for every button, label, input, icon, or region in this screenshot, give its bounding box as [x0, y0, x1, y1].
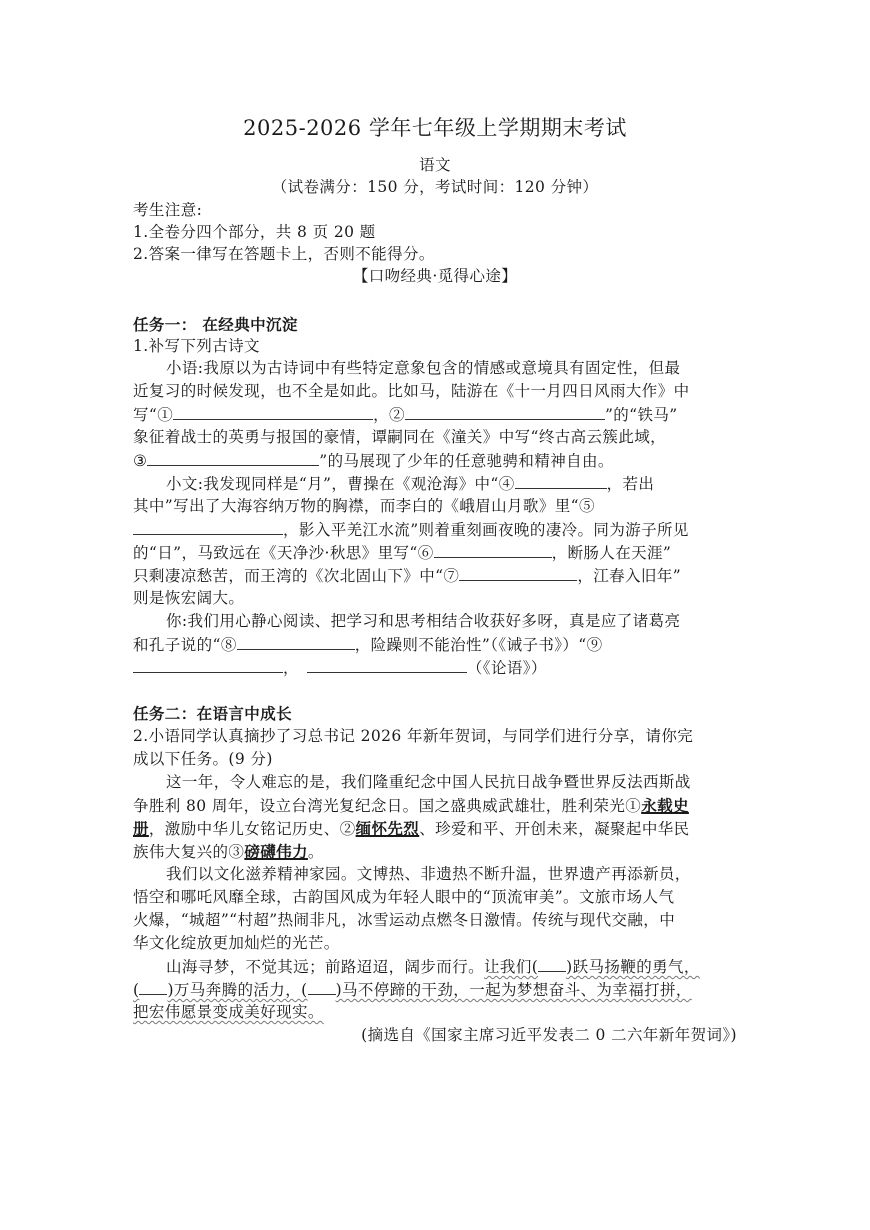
paragraph-line — [166, 473, 654, 495]
text: 。 — [307, 843, 324, 861]
underlined-word-3: 磅礴伟力 — [244, 842, 308, 861]
subject-label: 语文 — [419, 156, 451, 174]
text: ，险躁则不能治性”（《诫子书》）“⑨ — [354, 636, 603, 654]
answer-blank-3[interactable] — [147, 450, 319, 466]
source-citation: (摘选自《国家主席习近平发表二 0 二六年新年贺词》) — [361, 1026, 737, 1044]
text: ，② — [373, 406, 405, 424]
text: 的“日”，马致远在《天净沙·秋思》里写“⑥ — [133, 544, 434, 562]
text: ， — [283, 659, 299, 677]
paragraph-line — [133, 795, 689, 817]
paragraph-line: 小语:我原以为古诗词中有些特定意象包含的情感或意境具有固定性，但最 — [166, 359, 681, 377]
answer-blank-7[interactable] — [459, 565, 577, 581]
text: 、珍爱和平、开创未来，凝聚起中华民 — [419, 820, 690, 838]
notice-item-2: 2.答案一律写在答题卡上，否则不能得分。 — [133, 245, 435, 263]
wavy-sentence: 把宏伟愿景变成美好现实。 — [133, 1003, 324, 1021]
answer-blank-1[interactable] — [173, 404, 373, 420]
paragraph-line — [133, 818, 690, 840]
text: 只剩凄凉愁苦，而王湾的《次北固山下》中“⑦ — [133, 567, 460, 585]
text: 让我们( — [484, 958, 539, 976]
answer-blank-8[interactable] — [237, 634, 355, 650]
text: 和孔子说的“⑧ — [133, 636, 237, 654]
paragraph-line: 你:我们用心静心阅读、把学习和思考相结合收获好多呀，真是应了诸葛亮 — [166, 612, 681, 630]
task2-title: 任务二：在语言中成长 — [133, 704, 293, 723]
text: ，若出 — [606, 475, 655, 493]
answer-blank-6[interactable] — [434, 542, 552, 558]
task1-title: 任务一： 在经典中沉淀 — [133, 315, 298, 334]
paragraph-line: 近复习的时候发现，也不全是如此。比如马，陆游在《十一月四日风雨大作》中 — [133, 382, 690, 400]
paragraph-line: 则是恢宏阔大。 — [133, 589, 245, 607]
underlined-word-2: 缅怀先烈 — [355, 819, 420, 838]
text: ”的“铁马” — [604, 406, 678, 424]
paragraph-line: 象征着战士的英勇与报国的豪情，谭嗣同在《潼关》中写“终古高云簇此域， — [133, 428, 667, 446]
wavy-sentence — [133, 979, 692, 1001]
paragraph-line: 悟空和哪吒风靡全球，古韵国风成为年轻人眼中的“顶流审美”。文旅市场人气 — [133, 888, 675, 906]
wavy-sentence — [484, 958, 700, 976]
section-banner: 【口吻经典·觅得心途】 — [352, 267, 518, 285]
paragraph-line: 我们以文化滋养精神家园。文博热、非遗热不断升温，世界遗产再添新员， — [166, 865, 691, 883]
answer-paren-1[interactable] — [538, 956, 566, 972]
answer-blank-5[interactable] — [133, 519, 283, 535]
text: 写“① — [133, 406, 174, 424]
text: ”的马展现了少年的任意驰骋和精神自由。 — [319, 452, 614, 470]
text: )万马奔腾的活力，( — [167, 981, 308, 999]
text: )跃马扬鞭的勇气， — [566, 958, 700, 976]
text: ，影入平羌江水流”则着重刻画夜晚的凄冷。同为游子所见 — [283, 521, 689, 539]
question-2: 成以下任务。(9 分) — [133, 750, 273, 768]
paragraph-line — [133, 657, 547, 679]
paragraph-line: 华文化绽放更加灿烂的光芒。 — [133, 934, 340, 952]
question-1: 1.补写下列古诗文 — [133, 337, 260, 355]
paragraph-line: 火爆，“城超”“村超”热闹非凡，冰雪运动点燃冬日激情。传统与现代交融，中 — [133, 911, 676, 929]
paragraph-line — [133, 565, 681, 587]
answer-paren-2[interactable] — [139, 979, 167, 995]
paragraph-line — [133, 404, 678, 426]
paragraph-line — [133, 542, 671, 564]
text: )马不停蹄的干劲，一起为梦想奋斗、为幸福打拼， — [335, 981, 692, 999]
answer-paren-3[interactable] — [308, 979, 336, 995]
underlined-word-1: 永载史 — [641, 796, 689, 815]
text: 小文:我发现同样是“月”，曹操在《观沧海》中“④ — [166, 475, 515, 493]
answer-blank-9b[interactable] — [307, 657, 467, 673]
paragraph-line — [133, 634, 603, 656]
text: ，江春入旧年” — [577, 567, 682, 585]
text: ③ — [133, 452, 148, 470]
text: ，断肠人在天涯” — [551, 544, 672, 562]
exam-meta: （试卷满分：150 分，考试时间：120 分钟） — [271, 178, 599, 196]
answer-blank-9a[interactable] — [133, 657, 283, 673]
paragraph-line — [133, 450, 614, 472]
text: 山海寻梦，不觉其远；前路迢迢，阔步而行。 — [166, 958, 485, 976]
exam-title: 2025-2026 学年七年级上学期期末考试 — [243, 116, 627, 140]
paragraph-line — [133, 519, 689, 541]
answer-blank-2[interactable] — [405, 404, 605, 420]
notice-item-1: 1.全卷分四个部分，共 8 页 20 题 — [133, 223, 376, 241]
question-2: 2.小语同学认真摘抄了习总书记 2026 年新年贺词，与同学们进行分享，请你完 — [133, 727, 694, 745]
paragraph-line — [166, 956, 700, 978]
text: ，激励中华儿女铭记历史、② — [148, 820, 356, 838]
text: 族伟大复兴的③ — [133, 843, 245, 861]
paragraph-line — [133, 841, 324, 863]
paragraph-line: 其中”写出了大海容纳万物的胸襟，而李白的《峨眉山月歌》里“⑤ — [133, 497, 595, 515]
text: ( — [133, 981, 140, 999]
text: 争胜利 80 周年，设立台湾光复纪念日。国之盛典威武雄壮，胜利荣光① — [133, 797, 642, 815]
notice-heading: 考生注意: — [133, 201, 203, 219]
answer-blank-4[interactable] — [515, 473, 607, 489]
text: （《论语》） — [466, 659, 547, 677]
paragraph-line: 这一年，令人难忘的是，我们隆重纪念中国人民抗日战争暨世界反法西斯战 — [166, 773, 691, 791]
underlined-word-1: 册 — [133, 819, 149, 838]
